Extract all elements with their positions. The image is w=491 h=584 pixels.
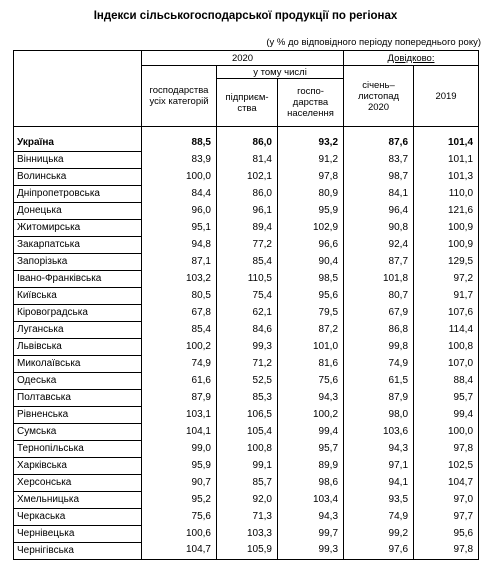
value-cell: 100,8 — [217, 440, 278, 457]
value-cell: 100,8 — [414, 338, 479, 355]
value-cell: 100,6 — [142, 525, 217, 542]
value-cell: 103,2 — [142, 270, 217, 287]
table-row — [14, 151, 479, 168]
region-name: Закарпатська — [14, 236, 142, 253]
regional-indices-table — [13, 50, 479, 560]
region-name: Херсонська — [14, 474, 142, 491]
table-row — [14, 389, 479, 406]
value-cell: 75,6 — [278, 372, 344, 389]
value-cell: 96,1 — [217, 202, 278, 219]
value-cell: 80,5 — [142, 287, 217, 304]
value-cell: 95,9 — [278, 202, 344, 219]
value-cell: 97,8 — [414, 440, 479, 457]
value-cell: 67,9 — [344, 304, 414, 321]
value-cell: 97,1 — [344, 457, 414, 474]
including-header: у тому числі — [217, 66, 344, 79]
value-cell: 91,7 — [414, 287, 479, 304]
region-name: Тернопільська — [14, 440, 142, 457]
value-cell: 101,4 — [414, 135, 479, 152]
value-cell: 94,8 — [142, 236, 217, 253]
value-cell: 101,8 — [344, 270, 414, 287]
table-row — [14, 287, 479, 304]
value-cell: 98,0 — [344, 406, 414, 423]
value-cell: 86,0 — [217, 185, 278, 202]
table-row — [14, 508, 479, 525]
value-cell: 77,2 — [217, 236, 278, 253]
value-cell: 95,6 — [414, 525, 479, 542]
value-cell: 99,2 — [344, 525, 414, 542]
value-cell: 94,3 — [344, 440, 414, 457]
region-name: Україна — [14, 135, 142, 152]
region-name: Одеська — [14, 372, 142, 389]
value-cell: 87,2 — [278, 321, 344, 338]
value-cell: 75,4 — [217, 287, 278, 304]
value-cell: 89,9 — [278, 457, 344, 474]
value-cell: 96,4 — [344, 202, 414, 219]
value-cell: 94,3 — [278, 389, 344, 406]
value-cell: 100,0 — [414, 423, 479, 440]
value-cell: 98,7 — [344, 168, 414, 185]
value-cell: 94,1 — [344, 474, 414, 491]
table-row — [14, 185, 479, 202]
year-2019-header: 2019 — [414, 66, 479, 127]
table-row — [14, 355, 479, 372]
value-cell: 102,9 — [278, 219, 344, 236]
value-cell: 99,0 — [142, 440, 217, 457]
value-cell: 86,0 — [217, 135, 278, 152]
value-cell: 98,6 — [278, 474, 344, 491]
value-cell: 110,5 — [217, 270, 278, 287]
value-cell: 121,6 — [414, 202, 479, 219]
value-cell: 97,2 — [414, 270, 479, 287]
value-cell: 75,6 — [142, 508, 217, 525]
value-cell: 80,7 — [344, 287, 414, 304]
table-row — [14, 168, 479, 185]
value-cell: 104,7 — [414, 474, 479, 491]
value-cell: 92,0 — [217, 491, 278, 508]
value-cell: 114,4 — [414, 321, 479, 338]
value-cell: 98,5 — [278, 270, 344, 287]
region-name: Луганська — [14, 321, 142, 338]
value-cell: 129,5 — [414, 253, 479, 270]
region-name: Запорізька — [14, 253, 142, 270]
value-cell: 71,2 — [217, 355, 278, 372]
region-name: Житомирська — [14, 219, 142, 236]
region-name: Харківська — [14, 457, 142, 474]
value-cell: 95,2 — [142, 491, 217, 508]
value-cell: 103,1 — [142, 406, 217, 423]
value-cell: 62,1 — [217, 304, 278, 321]
value-cell: 110,0 — [414, 185, 479, 202]
value-cell: 83,9 — [142, 151, 217, 168]
region-name: Черкаська — [14, 508, 142, 525]
value-cell: 90,4 — [278, 253, 344, 270]
region-name: Полтавська — [14, 389, 142, 406]
value-cell: 100,9 — [414, 219, 479, 236]
region-name: Рівненська — [14, 406, 142, 423]
value-cell: 97,6 — [344, 542, 414, 559]
value-cell: 91,2 — [278, 151, 344, 168]
value-cell: 95,9 — [142, 457, 217, 474]
value-cell: 99,3 — [278, 542, 344, 559]
table-row — [14, 423, 479, 440]
value-cell: 61,6 — [142, 372, 217, 389]
value-cell: 107,0 — [414, 355, 479, 372]
table-row — [14, 236, 479, 253]
value-cell: 97,8 — [414, 542, 479, 559]
value-cell: 101,1 — [414, 151, 479, 168]
region-name: Львівська — [14, 338, 142, 355]
value-cell: 83,7 — [344, 151, 414, 168]
value-cell: 102,5 — [414, 457, 479, 474]
value-cell: 85,3 — [217, 389, 278, 406]
table-row — [14, 135, 479, 152]
table-row — [14, 202, 479, 219]
reference-header: Довідково: — [344, 51, 479, 66]
region-name: Чернівецька — [14, 525, 142, 542]
value-cell: 85,7 — [217, 474, 278, 491]
region-name: Донецька — [14, 202, 142, 219]
value-cell: 101,3 — [414, 168, 479, 185]
value-cell: 87,1 — [142, 253, 217, 270]
value-cell: 87,7 — [344, 253, 414, 270]
jan-nov-header: січень–листопад 2020 — [344, 66, 414, 127]
enterprises-header: підприєм-ства — [217, 79, 278, 127]
value-cell: 99,7 — [278, 525, 344, 542]
value-cell: 97,8 — [278, 168, 344, 185]
value-cell: 99,4 — [414, 406, 479, 423]
value-cell: 101,0 — [278, 338, 344, 355]
value-cell: 92,4 — [344, 236, 414, 253]
table-row — [14, 440, 479, 457]
value-cell: 97,0 — [414, 491, 479, 508]
region-name: Сумська — [14, 423, 142, 440]
households-header: госпо-дарства населення — [278, 79, 344, 127]
value-cell: 67,8 — [142, 304, 217, 321]
value-cell: 87,9 — [142, 389, 217, 406]
region-name: Івано-Франківська — [14, 270, 142, 287]
value-cell: 104,7 — [142, 542, 217, 559]
value-cell: 84,6 — [217, 321, 278, 338]
value-cell: 100,2 — [142, 338, 217, 355]
value-cell: 87,9 — [344, 389, 414, 406]
value-cell: 80,9 — [278, 185, 344, 202]
region-name: Миколаївська — [14, 355, 142, 372]
value-cell: 105,9 — [217, 542, 278, 559]
value-cell: 99,8 — [344, 338, 414, 355]
value-cell: 100,9 — [414, 236, 479, 253]
value-cell: 90,7 — [142, 474, 217, 491]
table-body — [14, 135, 479, 560]
value-cell: 99,4 — [278, 423, 344, 440]
value-cell: 93,5 — [344, 491, 414, 508]
table-row — [14, 219, 479, 236]
value-cell: 81,6 — [278, 355, 344, 372]
all-categories-header: господарства усіх категорій — [142, 66, 217, 127]
value-cell: 85,4 — [217, 253, 278, 270]
region-name: Дніпропетровська — [14, 185, 142, 202]
value-cell: 61,5 — [344, 372, 414, 389]
value-cell: 86,8 — [344, 321, 414, 338]
table-row — [14, 406, 479, 423]
table-row — [14, 474, 479, 491]
value-cell: 87,6 — [344, 135, 414, 152]
region-name: Чернігівська — [14, 542, 142, 559]
value-cell: 79,5 — [278, 304, 344, 321]
value-cell: 84,4 — [142, 185, 217, 202]
value-cell: 103,4 — [278, 491, 344, 508]
value-cell: 99,1 — [217, 457, 278, 474]
table-row — [14, 253, 479, 270]
value-cell: 95,7 — [414, 389, 479, 406]
value-cell: 95,6 — [278, 287, 344, 304]
value-cell: 71,3 — [217, 508, 278, 525]
region-name: Волинська — [14, 168, 142, 185]
region-header — [14, 51, 142, 127]
page-subtitle: (у % до відповідного періоду попереднього року) — [266, 37, 481, 48]
value-cell: 105,4 — [217, 423, 278, 440]
value-cell: 95,7 — [278, 440, 344, 457]
region-name: Київська — [14, 287, 142, 304]
region-name: Кіровоградська — [14, 304, 142, 321]
table-row — [14, 525, 479, 542]
value-cell: 74,9 — [142, 355, 217, 372]
table-row — [14, 372, 479, 389]
table-row — [14, 457, 479, 474]
value-cell: 84,1 — [344, 185, 414, 202]
value-cell: 94,3 — [278, 508, 344, 525]
table-row — [14, 304, 479, 321]
value-cell: 52,5 — [217, 372, 278, 389]
value-cell: 74,9 — [344, 355, 414, 372]
value-cell: 96,6 — [278, 236, 344, 253]
value-cell: 97,7 — [414, 508, 479, 525]
value-cell: 100,2 — [278, 406, 344, 423]
value-cell: 90,8 — [344, 219, 414, 236]
value-cell: 103,3 — [217, 525, 278, 542]
table-row — [14, 491, 479, 508]
value-cell: 99,3 — [217, 338, 278, 355]
value-cell: 85,4 — [142, 321, 217, 338]
year-header: 2020 — [142, 51, 344, 66]
table-row — [14, 321, 479, 338]
table-row — [14, 338, 479, 355]
value-cell: 103,6 — [344, 423, 414, 440]
value-cell: 100,0 — [142, 168, 217, 185]
region-name: Хмельницька — [14, 491, 142, 508]
value-cell: 102,1 — [217, 168, 278, 185]
page-title: Індекси сільськогосподарської продукції по регіонах — [93, 10, 398, 22]
value-cell: 106,5 — [217, 406, 278, 423]
value-cell: 88,5 — [142, 135, 217, 152]
value-cell: 89,4 — [217, 219, 278, 236]
value-cell: 74,9 — [344, 508, 414, 525]
value-cell: 107,6 — [414, 304, 479, 321]
region-name: Вінницька — [14, 151, 142, 168]
table-row — [14, 542, 479, 559]
value-cell: 96,0 — [142, 202, 217, 219]
value-cell: 88,4 — [414, 372, 479, 389]
value-cell: 93,2 — [278, 135, 344, 152]
value-cell: 104,1 — [142, 423, 217, 440]
table-row — [14, 270, 479, 287]
value-cell: 81,4 — [217, 151, 278, 168]
value-cell: 95,1 — [142, 219, 217, 236]
